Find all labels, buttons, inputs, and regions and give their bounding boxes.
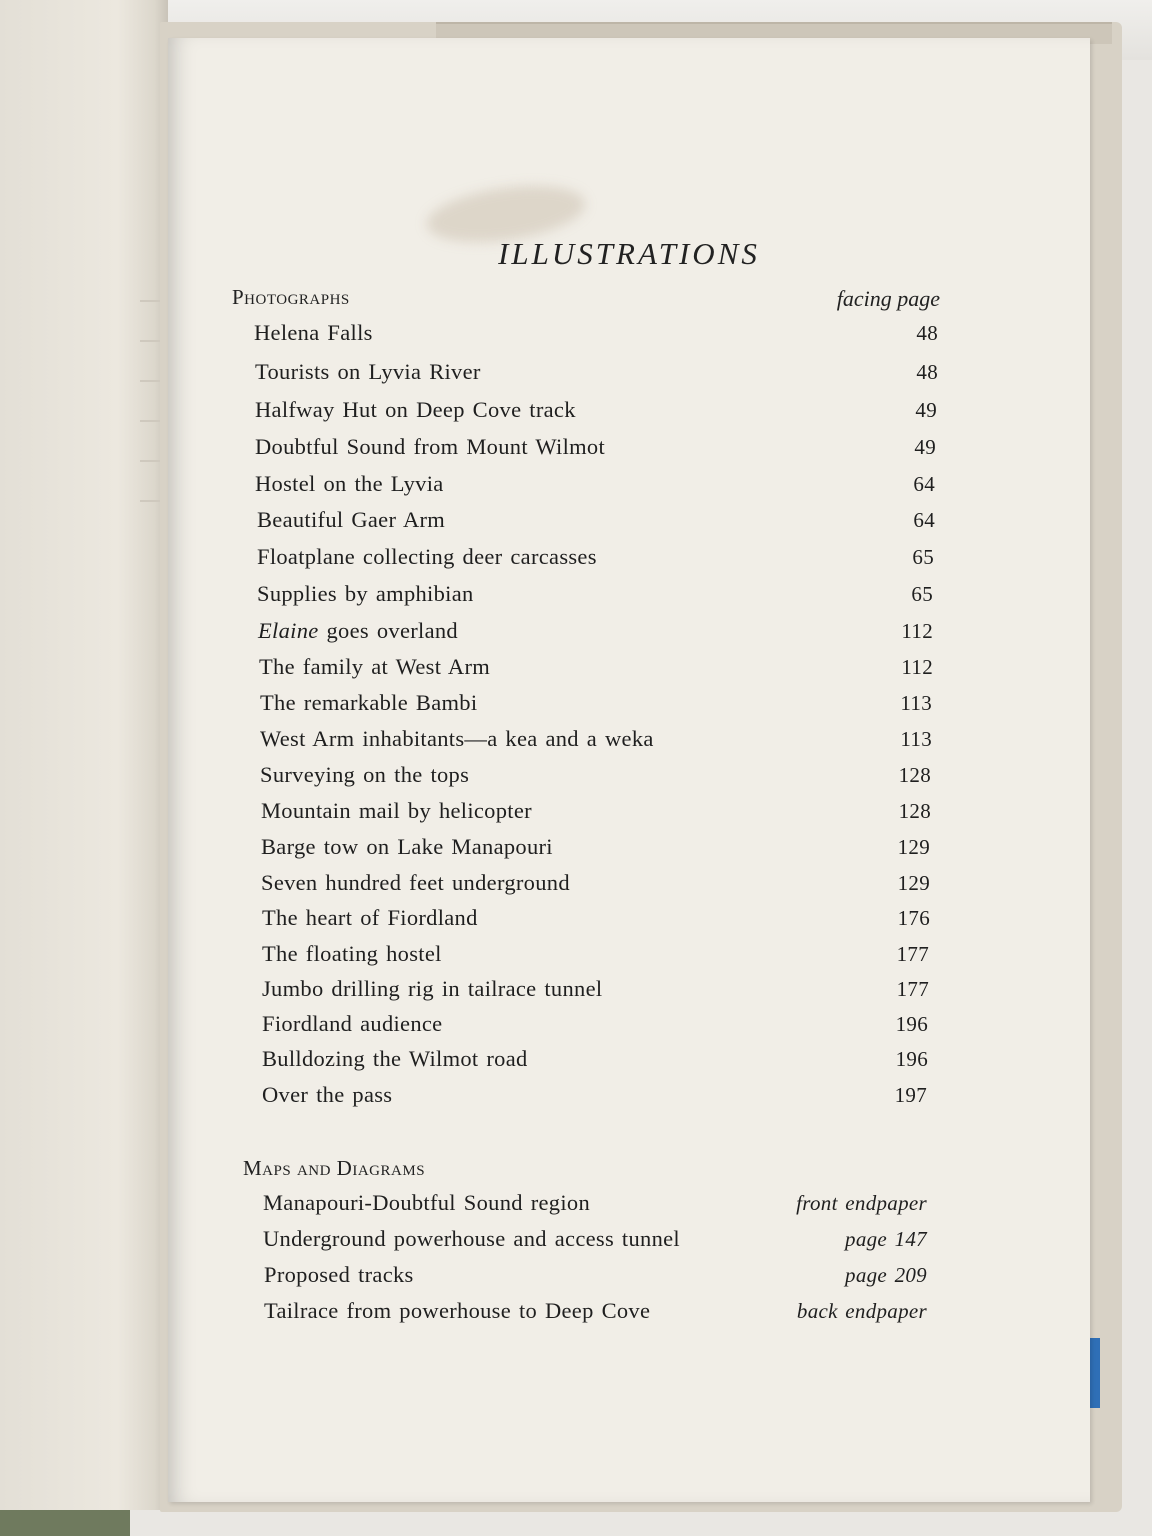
item-page: 128 <box>898 763 931 787</box>
item-page: 112 <box>901 655 933 679</box>
list-item <box>257 507 935 537</box>
item-ref: page 147 <box>845 1227 927 1251</box>
list-item <box>257 544 934 574</box>
item-page: 65 <box>911 582 933 606</box>
list-item <box>262 976 929 1006</box>
facing-left-page <box>0 0 168 1510</box>
item-page: 196 <box>895 1047 928 1071</box>
item-page: 177 <box>896 942 929 966</box>
item-page: 112 <box>901 619 933 643</box>
item-page: 113 <box>900 691 932 715</box>
item-page: 48 <box>916 321 938 345</box>
item-label: Proposed tracks <box>264 1262 414 1287</box>
item-label: The floating hostel <box>262 941 442 966</box>
item-page: 129 <box>897 871 930 895</box>
item-label-italic: Elaine <box>258 618 319 643</box>
item-label: Manapouri-Doubtful Sound region <box>263 1190 591 1215</box>
list-item <box>255 434 936 464</box>
list-item <box>258 618 933 648</box>
item-label: The family at West Arm <box>259 654 491 679</box>
item-label: Bulldozing the Wilmot road <box>262 1046 528 1071</box>
item-label: Mountain mail by helicopter <box>261 798 532 823</box>
list-item <box>261 798 931 828</box>
item-label: Fiordland audience <box>262 1011 443 1036</box>
item-label: Over the pass <box>262 1082 393 1107</box>
item-label: Tailrace from powerhouse to Deep Cove <box>264 1298 651 1323</box>
item-label <box>258 618 458 644</box>
list-item <box>264 1298 927 1328</box>
item-label: Helena Falls <box>254 320 373 345</box>
list-item <box>262 1046 928 1076</box>
item-page: 65 <box>912 545 934 569</box>
item-page: 177 <box>896 977 929 1001</box>
item-label-rest: goes overland <box>318 618 458 643</box>
item-page: 64 <box>913 508 935 532</box>
list-item <box>262 1011 928 1041</box>
item-label: Barge tow on Lake Manapouri <box>261 834 553 859</box>
list-item <box>255 359 938 389</box>
item-label: Tourists on Lyvia River <box>255 359 481 384</box>
item-ref: front endpaper <box>796 1191 927 1215</box>
item-page: 49 <box>915 398 937 422</box>
list-item <box>254 320 938 350</box>
item-label: Doubtful Sound from Mount Wilmot <box>255 434 606 459</box>
list-item <box>255 471 935 501</box>
item-page: 49 <box>914 435 936 459</box>
maps-heading: Maps and Diagrams <box>243 1156 426 1180</box>
item-page: 129 <box>897 835 930 859</box>
item-page: 176 <box>897 906 930 930</box>
item-label: Hostel on the Lyvia <box>255 471 444 496</box>
item-page: 64 <box>913 472 935 496</box>
item-label: Surveying on the tops <box>260 762 470 787</box>
item-page: 113 <box>900 727 932 751</box>
list-item <box>261 834 930 864</box>
photographs-heading: Photographs <box>232 285 350 309</box>
item-label: Supplies by amphibian <box>257 581 474 606</box>
list-item <box>262 941 929 971</box>
list-item <box>255 397 937 427</box>
item-label: West Arm inhabitants—a kea and a weka <box>260 726 654 751</box>
list-item <box>261 870 930 900</box>
item-page: 196 <box>895 1012 928 1036</box>
item-ref: back endpaper <box>796 1299 927 1323</box>
item-label: Underground powerhouse and access tunnel <box>263 1226 680 1251</box>
item-label: Halfway Hut on Deep Cove track <box>255 397 576 422</box>
list-item <box>260 726 932 756</box>
list-item <box>257 581 933 611</box>
page-title: ILLUSTRATIONS <box>498 236 760 271</box>
item-label: Floatplane collecting deer carcasses <box>257 544 597 569</box>
list-item <box>262 1082 927 1112</box>
item-label: The heart of Fiordland <box>262 905 478 930</box>
item-label: Beautiful Gaer Arm <box>257 507 446 532</box>
list-item <box>260 762 931 792</box>
item-ref: page 209 <box>845 1263 927 1287</box>
facing-page-heading: facing page <box>836 286 940 311</box>
item-page: 128 <box>898 799 931 823</box>
list-item <box>259 654 933 684</box>
item-label: The remarkable Bambi <box>260 690 478 715</box>
list-item <box>264 1262 927 1292</box>
list-item <box>263 1226 927 1256</box>
item-label: Jumbo drilling rig in tailrace tunnel <box>262 976 603 1001</box>
item-label: Seven hundred feet underground <box>261 870 570 895</box>
list-item <box>260 690 932 720</box>
item-page: 48 <box>916 360 938 384</box>
item-page: 197 <box>894 1083 927 1107</box>
list-item <box>262 905 930 935</box>
illustrations-page <box>168 38 1090 1502</box>
list-item <box>263 1190 927 1220</box>
